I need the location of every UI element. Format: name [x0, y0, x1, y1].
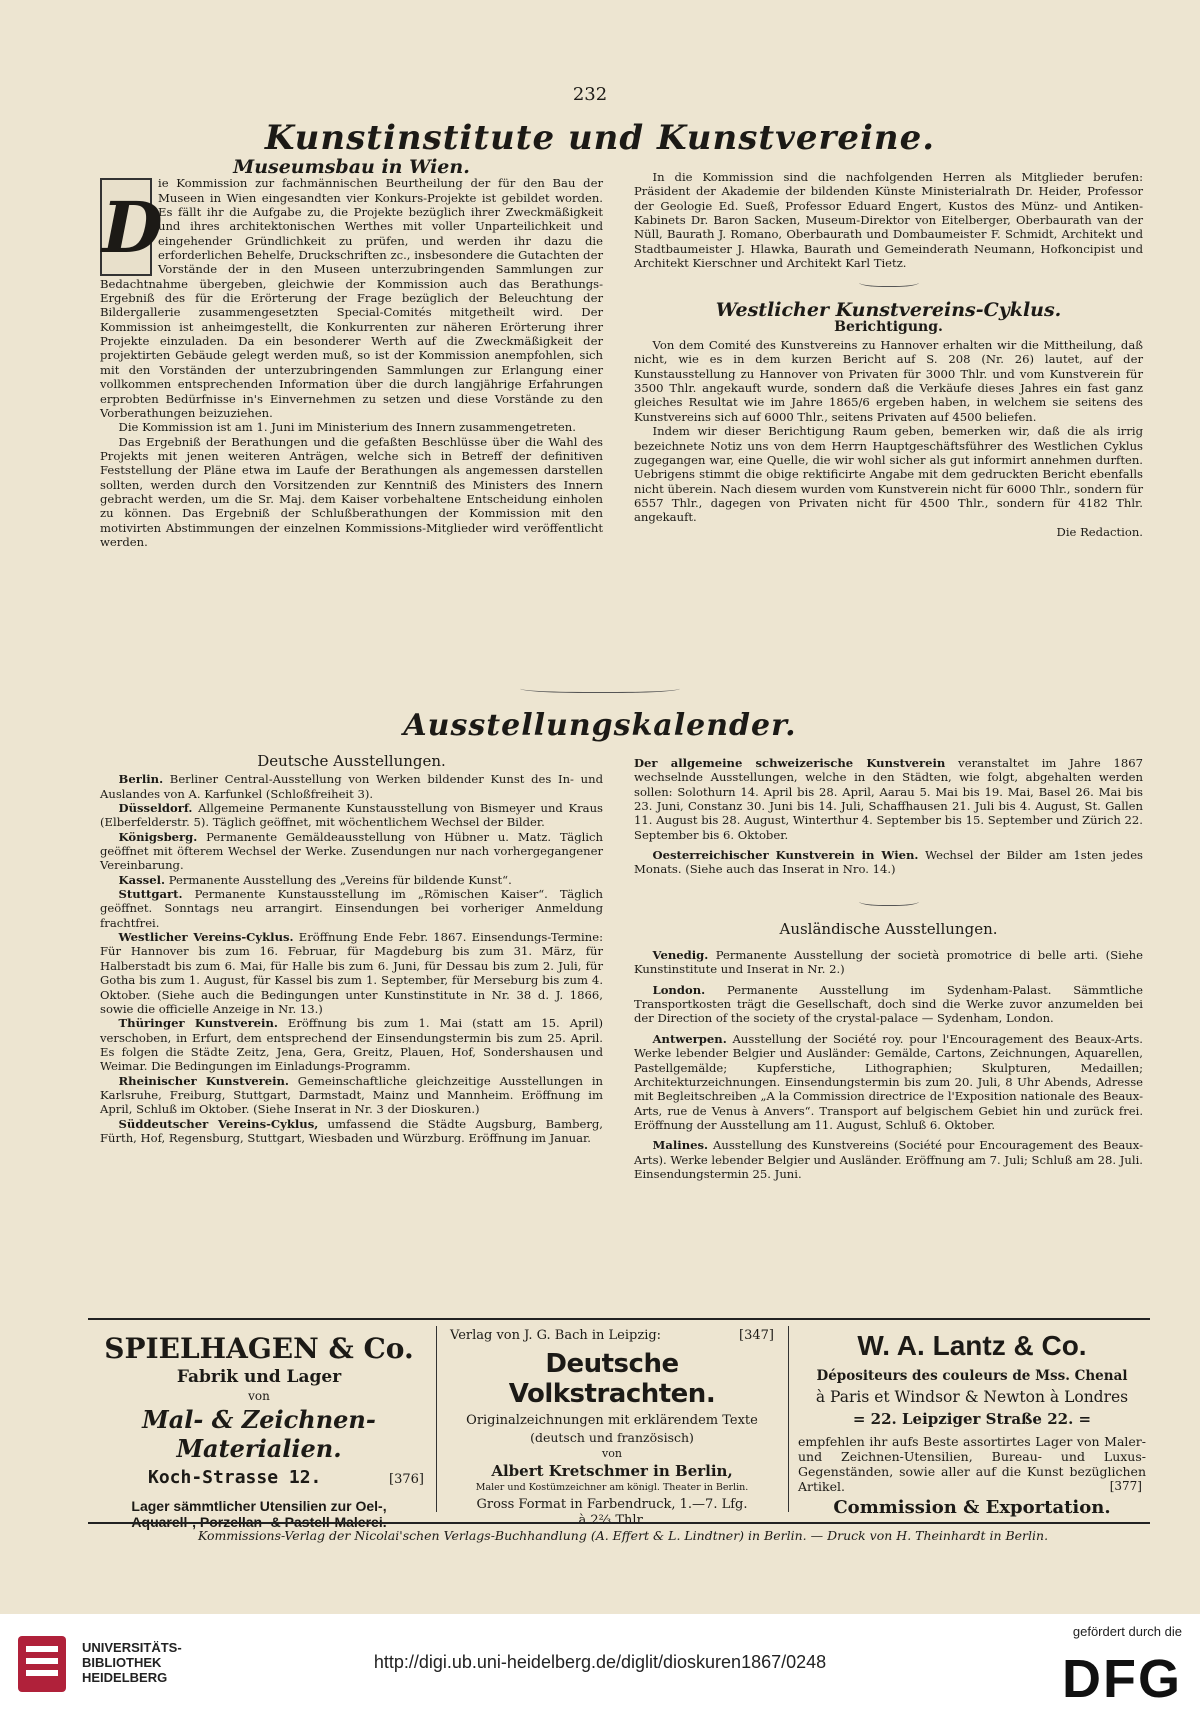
- footer-top-rule: [88, 1522, 1150, 1524]
- kalender-left-column: [100, 752, 603, 1145]
- kalender-entry: Berlin. Berliner Central-Ausstellung von Werken bildender Kunst des In- und Auslandes von A. Karfunkel (Schloßfreiheit 3).: [100, 772, 604, 801]
- museum-paragraph-3: Das Ergebniß der Berathungen und die gefaßten Beschlüsse über die Wahl des Projekts mit jenen weiteren Anträgen, welche sich in Betreff der definitiven Feststellung der Pläne etwa im Laufe der Berathungen als angemessen darstellen sollten, werden durch den Vorsitzenden zur Kenntniß des Ministers des Innern gebracht werden, um die Sr. Maj. dem Kaiser vorbehaltene Entscheidung einholen zu können. Das Ergebniß der Schlußberathungen der Kommission mit den motivirten Abstimmungen der einzelnen Kommissions-Mitglieder wird veröffentlicht werden.: [100, 434, 603, 549]
- kalender-entry: Süddeutscher Vereins-Cyklus, umfassend die Städte Augsburg, Bamberg, Fürth, Hof, Regensburg, Stuttgart, Wiesbaden und Würzburg. Eröffnung im Januar.: [100, 1116, 603, 1145]
- source-url[interactable]: http://digi.ub.uni-heidelberg.de/diglit/dioskuren1867/0248: [373, 1652, 827, 1672]
- funded-by: gefördert durch die: [1072, 1624, 1182, 1639]
- kalender-entry: Stuttgart. Permanente Kunstausstellung im „Römischen Kaiser“. Täglich geöffnet. Sonntags neu arrangirt. Einsendungen bei vorheriger Anmeldung frachtfrei.: [100, 887, 604, 930]
- publisher-footer: Kommissions-Verlag der Nicolai'schen Verlags-Buchhandlung (A. Effert & L. Lindtner) in Berlin. — Druck von H. Theinhardt in Berlin.: [197, 1528, 1049, 1543]
- kalender-entry: Rheinischer Kunstverein. Gemeinschaftliche gleichzeitige Ausstellungen in Karlsruhe, Freiburg, Stuttgart, Darmstadt, Mainz und Mannheim. Eröffnung im April, Schluß im Oktober. (Siehe Inserat in Nr. 3 der Dioskuren.): [100, 1073, 603, 1117]
- kalender-entry: Thüringer Kunstverein. Eröffnung bis zum 1. Mai (statt am 15. April) verschoben, in Erfurt, dem entsprechend der Einsendungstermin bis zum 25. April. Es folgen die Städte Zeitz, Jena, Gera, Greitz, Plauen, Hof, Sondershausen und Weimar. Die Bedingungen im Einladungs-Programm.: [100, 1016, 603, 1074]
- museum-paragraph-2: Die Kommission ist am 1. Juni im Ministerium des Innern zusammengetreten.: [118, 420, 576, 435]
- kalender-entry: Malines. Ausstellung des Kunstvereins (Société pour Encouragement des Beaux-Arts). Werke lebender Belgier und Ausländer. Eröffnung am 7. Juli; Schluß am 28. Juli. Einsendungstermin 25. Juni.: [634, 1138, 1143, 1181]
- right-column-top: [634, 170, 1143, 539]
- kalender-entry: Westlicher Vereins-Cyklus. Eröffnung Ende Febr. 1867. Einsendungs-Termine: Für Hannover bis zum 16. Februar, für Magdeburg bis zum 31. März, für Halberstadt bis zum 6. Mai, für Halle bis zum 6. Juni, für Dessau bis zum 2. Juli, für Gotha bis zum 1. August, für Kassel bis zum 1. September, für Merseburg bis zum 4. Oktober. (Siehe auch die Bedingungen unter Kunstinstitute in Nr. 38 d. J. 1866, sowie die officielle Anzeige in Nr. 13.): [100, 930, 603, 1016]
- library-name: UNIVERSITÄTS- BIBLIOTHEK HEIDELBERG: [82, 1640, 182, 1685]
- section-divider: [520, 682, 680, 693]
- westlicher-paragraph-2: Indem wir dieser Berichtigung Raum geben, bemerken wir, daß die als irrig bezeichnete Notiz uns von dem Herrn Hauptgeschäftsführer des Westlichen Cyklus zugegangen war, eine Quelle, die wir wohl sicher als gut informirt annehmen durften. Uebrigens stimmt die obige rektificirte Angabe mit dem gedruckten Bericht ebenfalls nicht überein. Nach diesem wurden vom Kunstverein nicht für 6000 Thlr., sondern für 6557 Thlr., dagegen von Privaten nicht für 4500 Thlr., sondern für 4182 Thlr. angekauft.: [634, 424, 1143, 525]
- section-divider: [859, 895, 919, 906]
- deutsche-heading: Deutsche Ausstellungen.: [257, 752, 446, 770]
- digitization-bar: [0, 1614, 1200, 1717]
- ad-divider: [788, 1326, 789, 1512]
- museum-paragraph-4: In die Kommission sind die nachfolgenden Herren als Mitglieder berufen: Präsident der Akademie der bildenden Künste Ministerialrath Dr. Heider, Professor der Geologie Ed. Sueß, Professor Eduard Engert, Kustos des Münz- und Antiken-Kabinets Dr. Baron Sacken, Museum-Direktor von Eitelberger, Oberbaurath van der Nüll, Baurath J. Romano, Oberbaurath und Dombaumeister F. Schmidt, Architekt und Stadtbaumeister J. Hlawka, Baurath und Gemeinderath Neumann, Hofkoncipist und Architekt Kierschner und Architekt Karl Tietz.: [634, 170, 1143, 271]
- museum-article: [100, 156, 603, 549]
- westlicher-paragraph-1: Von dem Comité des Kunstvereins zu Hannover erhalten wir die Mittheilung, daß nicht, wie es in dem kurzen Bericht auf S. 208 (Nr. 26) lautet, auf der Kunstausstellung zu Hannover von Privaten für 3000 Thlr. und vom Kunstverein für 3500 Thlr. angekauft wurde, sondern daß die Verkäufe dieses Jahres ein fast ganz gleiches Resultat wie im Jahre 1865/6 ergeben haben, in welchem sie seitens des Kunstvereins sich auf 6000 Thlr., seitens Privaten auf 4500 beliefen.: [634, 338, 1143, 424]
- dropcap-letter: D: [100, 178, 152, 276]
- kalender-right-column: [634, 756, 1143, 1181]
- bach-publisher-row: Verlag von J. G. Bach in Leipzig: [347]: [450, 1328, 774, 1343]
- main-title: Kunstinstitute und Kunstvereine.: [264, 118, 936, 158]
- museum-paragraph-1: ie Kommission zur fachmännischen Beurtheilung der für den Bau der Museen in Wien eingesandten vier Konkurs-Projekte ist gebildet worden. Es fällt ihr die Aufgabe zu, die Projekte bezüglich ihrer Zweckmäßigkeit und ihres architektonischen Werthes mit voller Unparteilichkeit und eingehender Gründlichkeit zu prüfen, und werden ihr dazu die erforderlichen Behelfe, Druckschriften zc., insbesondere die Gutachten der Vorstände der in den Museen unterzubringenden Sammlungen zur Bedachtnahme übergeben, gleichwie der Kommission auch das Berathungs-Ergebniß des für die Erörterung der Frage bezüglich der Beleuchtung der Bildergallerie zusammengesetzten Special-Comités mitgetheilt wird. Der Kommission ist anheimgestellt, die Konkurrenten zur näheren Erörterung ihrer Projekte einzuladen. Da ein besonderer Werth auf die Zweckmäßigkeit der projektirten Gebäude gelegt werden muß, so ist der Kommission anempfohlen, sich mit den Vorständen der unterzubringenden Sammlungen zur Erlangung einer vollkommen entsprechenden Information über die durch langjährige Erfahrungen erprobten Bedürfnisse in's Einvernehmen zu setzen und diese Vorstände zu den Vorberathungen beizuziehen.: [100, 176, 603, 420]
- westlicher-signature: Die Redaction.: [1056, 524, 1143, 539]
- library-logo: [12, 1630, 72, 1700]
- kalender-title: Ausstellungskalender.: [403, 708, 797, 743]
- kalender-entry: Der allgemeine schweizerische Kunstverein veranstaltet im Jahre 1867 wechselnde Ausstellungen, welche in den Städten, wie folgt, abgehalten werden sollen: Solothurn 14. April bis 28. April, Aarau 5. Mai bis 19. Mai, Basel 26. Mai bis 23. Juni, Constanz 30. Juni bis 14. Juli, Schaffhausen 21. Juli bis 4. August, St. Gallen 11. August bis 28. August, Winterthur 4. September bis 15. September und Zürich 22. September bis 6. Oktober.: [634, 756, 1143, 842]
- library-seal-icon: [12, 1630, 72, 1700]
- ad-spielhagen: SPIELHAGEN & Co. Fabrik und Lager von Mal- & Zeichnen-Materialien. Koch-Strasse 12. [376] Lager sämmtlicher Utensilien zur Oel-, Aquarell-, Porzellan- & Pastell-Malerei.: [88, 1326, 430, 1512]
- ad-lantz: W. A. Lantz & Co. Dépositeurs des couleurs de Mss. Chenal à Paris et Windsor & Newton à Londres = 22. Leipziger Straße 22. = empfehlen ihr aufs Beste assortirtes Lager von Maler- und Zeichnen-Utensilien, Bureau- und Luxus-Gegenständen, sowie aller auf die Kunst bezüglichen Artikel. [377] Commission & Exportation.: [798, 1330, 1146, 1518]
- museum-heading: Museumsbau in Wien.: [233, 156, 470, 178]
- kalender-entry: Düsseldorf. Allgemeine Permanente Kunstausstellung von Bismeyer und Kraus (Elberfelderstr. 5). Täglich geöffnet, mit wöchentlichem Wechsel der Bilder.: [100, 801, 604, 830]
- ad-divider: [436, 1326, 437, 1512]
- westlicher-subheading: Berichtigung.: [834, 318, 943, 335]
- westlicher-heading: Westlicher Kunstvereins-Cyklus.: [715, 299, 1062, 322]
- page-number: 232: [572, 84, 608, 105]
- kalender-entry: London. Permanente Ausstellung im Sydenham-Palast. Sämmtliche Transportkosten trägt die Gesellschaft, doch sind die Werke zuvor anzumelden bei der Direction of the society of the crystal-palace — Sydenham, London.: [634, 982, 1143, 1026]
- ad-bach: Verlag von J. G. Bach in Leipzig: [347] Deutsche Volkstrachten. Originalzeichnungen mit erklärendem Texte (deutsch und französisch) von Albert Kretschmer in Berlin, Maler und Kostümzeichner am königl. Theater in Berlin. Gross Format in Farbendruck, 1.—7. Lfg. à 2⅔ Thlr.: [442, 1326, 782, 1512]
- kalender-entry: Oesterreichischer Kunstverein in Wien. Wechsel der Bilder am 1sten jedes Monats. (Siehe auch das Inserat in Nro. 14.): [634, 848, 1144, 877]
- auslaendische-heading: Ausländische Ausstellungen.: [779, 919, 998, 938]
- ads-top-rule: [88, 1318, 1150, 1320]
- spielhagen-address-row: Koch-Strasse 12. [376]: [148, 1467, 424, 1488]
- kalender-entry: Venedig. Permanente Ausstellung der società promotrice di belle arti. (Siehe Kunstinstitute und Inserat in Nr. 2.): [634, 948, 1144, 977]
- kalender-entry: Kassel. Permanente Ausstellung des „Vereins für bildende Kunst“.: [118, 872, 512, 887]
- advertisements: [88, 1326, 1150, 1530]
- dfg-logo: DFG: [1062, 1649, 1182, 1709]
- kalender-entry: Antwerpen. Ausstellung der Société roy. pour l'Encouragement des Beaux-Arts. Werke lebender Belgier und Ausländer: Gemälde, Cartons, Zeichnungen, Aquarellen, Pastellgemälde; Kupferstiche, Lithographien; Skulpturen, Medaillen; Architekturzeichnungen. Einsendungstermin bis zum 20. Juli, 8 Uhr Abends, Adresse mit Begleitschreiben „A la Commission directrice de l'Exposition nationale des Beaux-Arts, rue de Venus à Anvers“. Transport auf belgischem Gebiet hin und zurück frei. Eröffnung der Ausstellung am 11. August, Schluß 6. Oktober.: [634, 1031, 1143, 1132]
- kalender-entry: Königsberg. Permanente Gemäldeausstellung von Hübner u. Matz. Täglich geöffnet mit öfterem Wechsel der Werke. Zusendungen nur nach vorhergegangener Vereinbarung.: [100, 829, 604, 873]
- section-divider: [859, 276, 919, 287]
